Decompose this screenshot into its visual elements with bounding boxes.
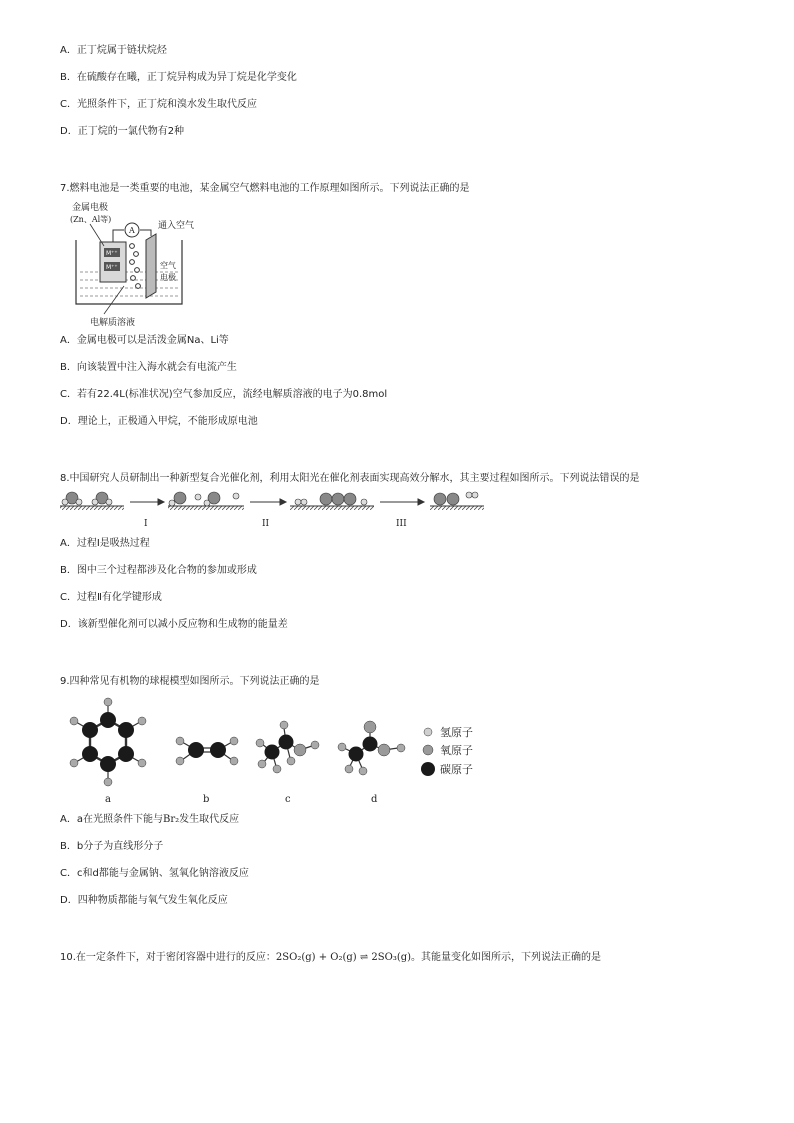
electrode-label: 金属电极 bbox=[72, 203, 109, 213]
q9-option-a-formula: Br₂ bbox=[162, 814, 180, 825]
q6-option-d: D．正丁烷的一氯代物有2种 bbox=[60, 126, 185, 137]
catalyst-surfaces bbox=[60, 506, 484, 510]
molecule-d bbox=[338, 721, 405, 775]
q7-option-d: D．理论上，正极通入甲烷，不能形成原电池 bbox=[60, 416, 258, 427]
electrode-sub-label: (Zn、Al等) bbox=[70, 215, 112, 224]
electrolyte-pointer bbox=[104, 286, 124, 314]
intermediate-molecules bbox=[295, 493, 367, 505]
q7-option-c: C．若有22.4L(标准状况)空气参加反应，流经电解质溶液的电子为0.8mol bbox=[60, 389, 388, 400]
legend-hydrogen-label: 氢原子 bbox=[440, 726, 473, 739]
q8-stem: 8.中国研究人员研制出一种新型复合光催化剂，利用太阳光在催化剂表面实现高效分解水，其主要过程如图所示。下列说法错误的是 bbox=[60, 473, 640, 484]
electrode-pointer bbox=[90, 224, 104, 246]
q9-option-a-post: 发生取代反应 bbox=[179, 814, 240, 825]
legend-oxygen-label: 氧原子 bbox=[440, 744, 473, 757]
product-molecules bbox=[434, 492, 478, 505]
atom-legend bbox=[421, 725, 473, 776]
ball-and-stick-models bbox=[58, 692, 498, 806]
q9-option-c: C．c和d都能与金属钠、氢氧化钠溶液反应 bbox=[60, 868, 249, 879]
cathode-label-2: 电极 bbox=[160, 273, 176, 282]
molecule-a bbox=[70, 698, 146, 786]
q9-option-a-pre: A．a在光照条件下能与 bbox=[60, 814, 163, 825]
q7-option-b: B．向该装置中注入海水就会有电流产生 bbox=[60, 362, 237, 373]
label-a: a bbox=[105, 794, 111, 805]
ammeter-label: A bbox=[129, 226, 135, 235]
wire-right bbox=[140, 230, 151, 236]
q8-option-a: A．过程I是吸热过程 bbox=[60, 538, 150, 549]
q6-option-b: B．在硫酸存在曦，正丁烷异构成为异丁烷是化学变化 bbox=[60, 72, 297, 83]
bubbles bbox=[130, 244, 141, 289]
water-splitting-diagram bbox=[58, 486, 498, 530]
wire-left bbox=[113, 230, 124, 242]
legend-hydrogen-icon bbox=[424, 728, 432, 736]
q10-stem bbox=[60, 951, 601, 965]
dissociated-atoms bbox=[169, 492, 239, 506]
label-c: c bbox=[285, 794, 291, 805]
label-b: b bbox=[203, 794, 210, 805]
q6-option-a: A．正丁烷属于链状烷烃 bbox=[60, 45, 167, 56]
q8-option-b: B．图中三个过程都涉及化合物的参加或形成 bbox=[60, 565, 257, 576]
step-label-3: III bbox=[396, 519, 407, 529]
label-d: d bbox=[371, 794, 378, 805]
step-label-2: II bbox=[262, 519, 270, 529]
q9-stem: 9.四种常见有机物的球棍模型如图所示。下列说法正确的是 bbox=[60, 676, 320, 687]
electrolyte-label: 电解质溶液 bbox=[90, 318, 136, 328]
q9-option-b: B．b分子为直线形分子 bbox=[60, 841, 164, 852]
q10-stem-pre: 10.在一定条件下，对于密闭容器中进行的反应： bbox=[60, 952, 276, 963]
q10-stem-post: 。其能量变化如图所示，下列说法正确的是 bbox=[411, 952, 602, 963]
molecule-c bbox=[256, 721, 319, 773]
ion-label-2: M⁺⁺ bbox=[106, 264, 118, 271]
legend-carbon-icon bbox=[421, 762, 435, 776]
fuel-cell-diagram bbox=[60, 200, 210, 330]
q8-option-c: C．过程Ⅱ有化学键形成 bbox=[60, 592, 162, 603]
ion-label-1: M⁺⁺ bbox=[106, 250, 118, 257]
q8-option-d: D．该新型催化剂可以减小反应物和生成物的能量差 bbox=[60, 619, 288, 630]
air-inlet-label: 通入空气 bbox=[158, 221, 195, 231]
q10-equation: 2SO₂(g) + O₂(g) ⇌ 2SO₃(g) bbox=[275, 952, 412, 963]
step-label-1: I bbox=[144, 519, 148, 529]
water-molecules bbox=[62, 492, 112, 505]
air-electrode bbox=[146, 234, 156, 298]
cathode-label-1: 空气 bbox=[160, 261, 176, 270]
legend-oxygen-icon bbox=[423, 745, 433, 755]
q7-option-a: A．金属电极可以是活泼金属Na、Li等 bbox=[60, 335, 229, 346]
legend-carbon-label: 碳原子 bbox=[440, 763, 473, 776]
q9-option-a bbox=[60, 813, 239, 827]
q7-stem: 7.燃料电池是一类重要的电池，某金属空气燃料电池的工作原理如图所示。下列说法正确的是 bbox=[60, 183, 470, 194]
q9-option-d: D．四种物质都能与氧气发生氧化反应 bbox=[60, 895, 228, 906]
q6-option-c: C．光照条件下，正丁烷和溴水发生取代反应 bbox=[60, 99, 257, 110]
molecule-b bbox=[176, 737, 238, 765]
